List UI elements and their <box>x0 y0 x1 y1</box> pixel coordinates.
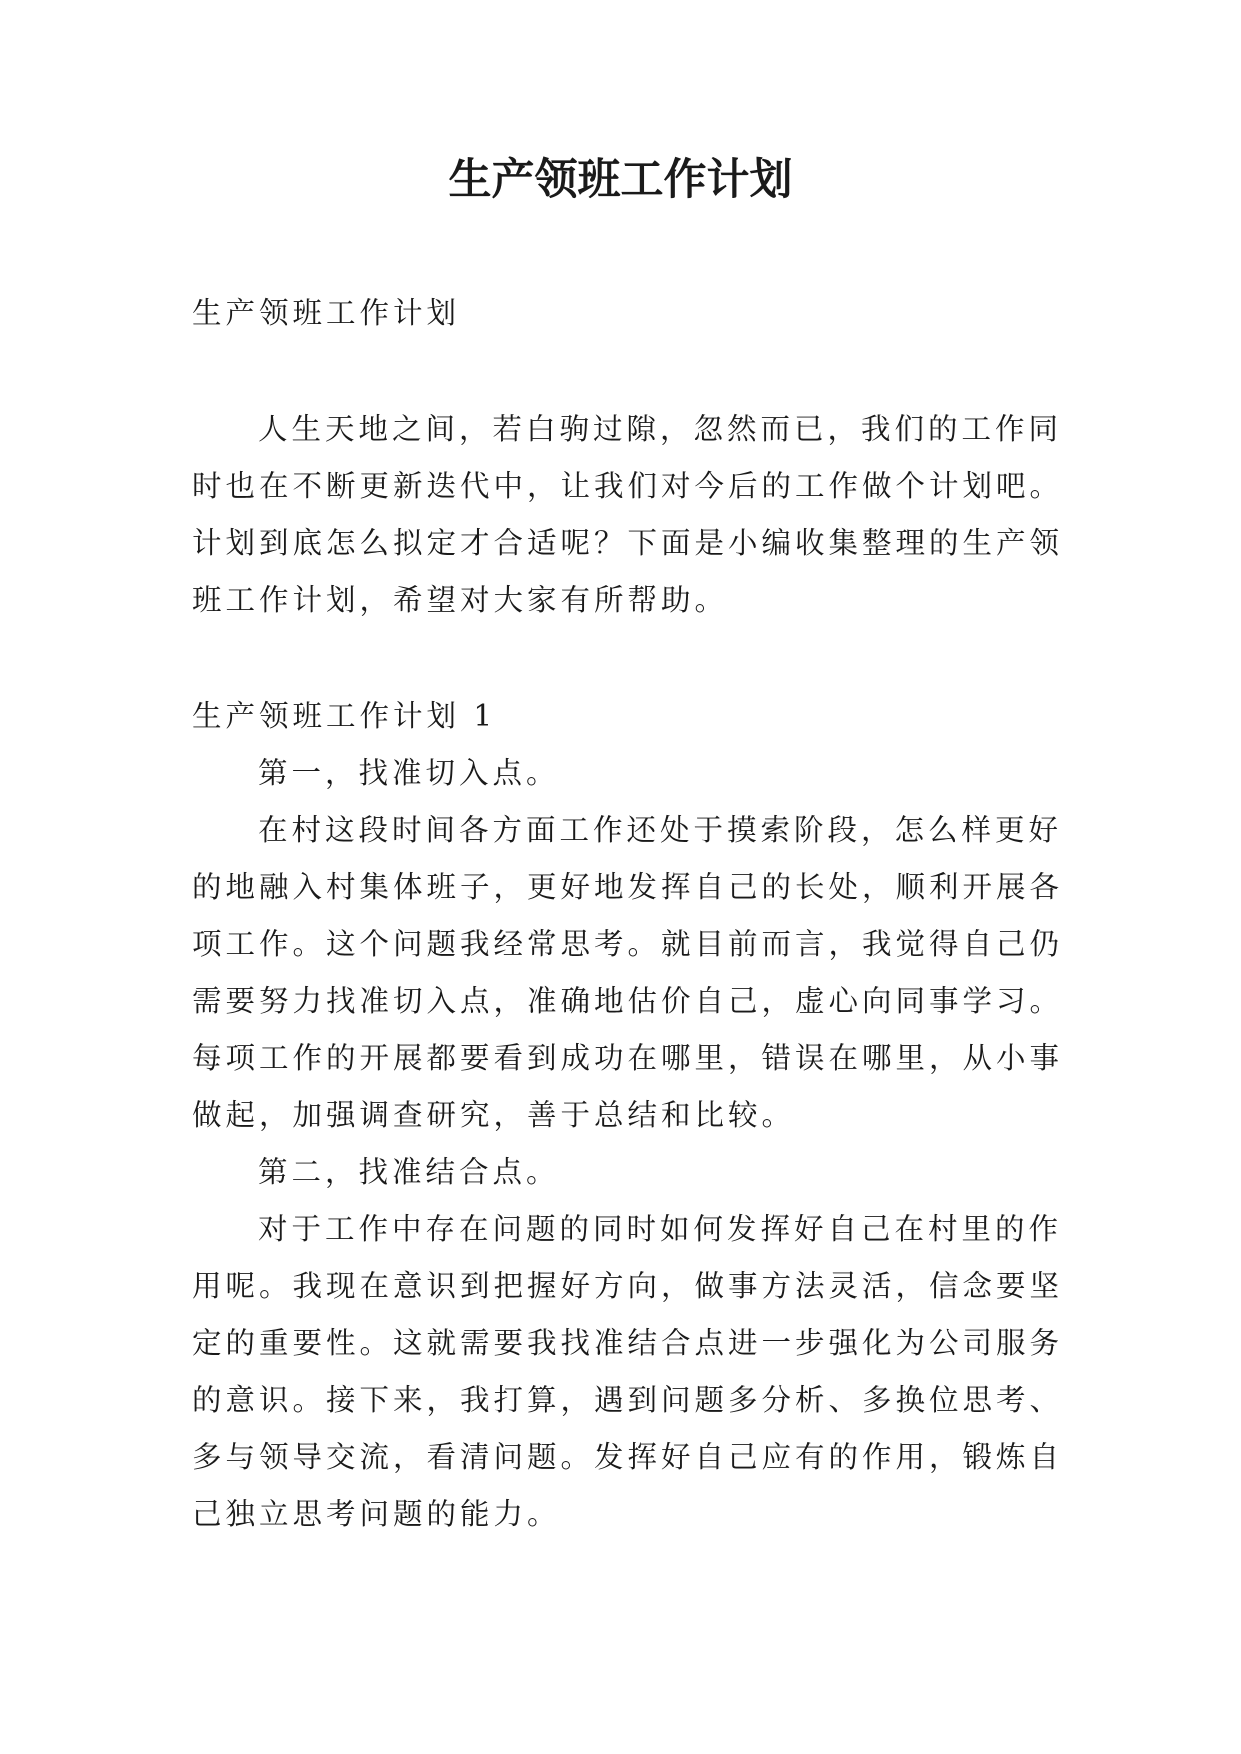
document-subtitle: 生产领班工作计划 <box>192 296 461 330</box>
intro-paragraph: 人生天地之间，若白驹过隙，忽然而已，我们的工作同时也在不断更新迭代中，让我们对今后的工作做个计划吧。计划到底怎么拟定才合适呢？下面是小编收集整理的生产领班工作计划，希望对大家有所帮助。 <box>192 412 1064 617</box>
paragraph-point-one-heading: 第一，找准切入点。 <box>258 756 560 790</box>
paragraph-point-one-body: 在村这段时间各方面工作还处于摸索阶段，怎么样更好的地融入村集体班子，更好地发挥自己的长处，顺利开展各项工作。这个问题我经常思考。就目前而言，我觉得自己仍需要努力找准切入点，准确地估价自己，虚心向同事学习。每项工作的开展都要看到成功在哪里，错误在哪里，从小事做起，加强调查研究，善于总结和比较。 <box>192 813 1064 1132</box>
section-title: 生产领班工作计划 1 <box>192 699 497 733</box>
section-1-body <box>192 745 1072 1543</box>
paragraph-point-two-body: 对于工作中存在问题的同时如何发挥好自己在村里的作用呢。我现在意识到把握好方向，做事方法灵活，信念要坚定的重要性。这就需要我找准结合点进一步强化为公司服务的意识。接下来，我打算，遇到问题多分析、多换位思考、多与领导交流，看清问题。发挥好自己应有的作用，锻炼自己独立思考问题的能力。 <box>192 1212 1064 1531</box>
document-title: 生产领班工作计划 <box>448 155 793 205</box>
paragraph-point-two-heading: 第二，找准结合点。 <box>258 1155 560 1189</box>
